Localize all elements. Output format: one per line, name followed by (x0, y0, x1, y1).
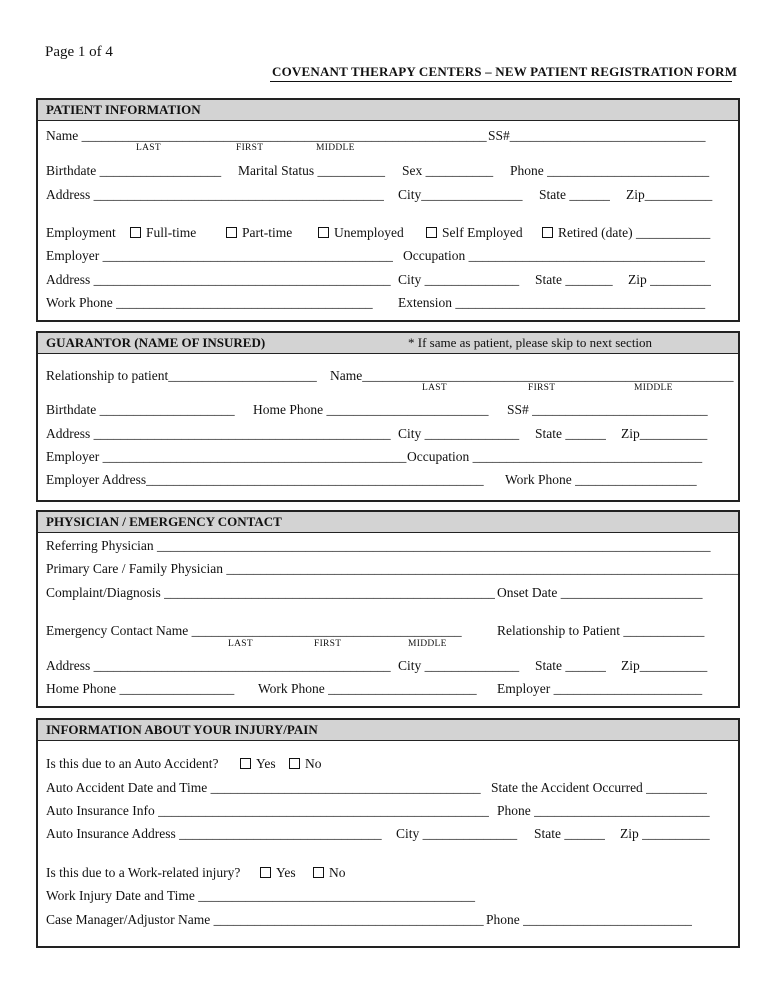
onset-date-field[interactable]: Onset Date _____________________ (497, 585, 703, 600)
name-sub-first: FIRST (314, 639, 342, 649)
patient-address-field[interactable]: Address ___________________________________________ (46, 187, 384, 202)
emergency-contact-name-field[interactable]: Emergency Contact Name ________________________________________ (46, 623, 462, 638)
auto-insurance-zip-field[interactable]: Zip __________ (620, 826, 710, 841)
employer-city-field[interactable]: City ______________ (398, 272, 520, 287)
patient-phone-field[interactable]: Phone ________________________ (510, 163, 710, 178)
employer-state-field[interactable]: State _______ (535, 272, 613, 287)
section-heading: PATIENT INFORMATION (38, 100, 738, 121)
section-heading: GUARANTOR (NAME OF INSURED) * If same as patient, please skip to next section (38, 333, 738, 354)
guarantor-ss-field[interactable]: SS# __________________________ (507, 402, 708, 417)
checkbox-icon[interactable] (226, 227, 237, 238)
complaint-diagnosis-field[interactable]: Complaint/Diagnosis _________________________________________________ (46, 585, 495, 600)
injury-information-section (36, 718, 740, 948)
emergency-address-field[interactable]: Address ____________________________________________ (46, 658, 391, 673)
section-heading: PHYSICIAN / EMERGENCY CONTACT (38, 512, 738, 533)
guarantor-zip-field[interactable]: Zip__________ (621, 426, 708, 441)
auto-insurance-state-field[interactable]: State ______ (534, 826, 605, 841)
auto-accident-no-option[interactable]: No (289, 756, 322, 772)
guarantor-city-field[interactable]: City ______________ (398, 426, 520, 441)
work-injury-no-option[interactable]: No (313, 865, 346, 881)
accident-state-field[interactable]: State the Accident Occurred _________ (491, 780, 707, 795)
guarantor-name-field[interactable]: Name_______________________________________________________ (330, 368, 734, 383)
emergency-zip-field[interactable]: Zip__________ (621, 658, 708, 673)
section-heading: INFORMATION ABOUT YOUR INJURY/PAIN (38, 720, 738, 741)
guarantor-home-phone-field[interactable]: Home Phone ________________________ (253, 402, 489, 417)
name-sub-last: LAST (422, 383, 447, 393)
title-underline (270, 81, 732, 82)
guarantor-state-field[interactable]: State ______ (535, 426, 606, 441)
guarantor-relationship-field[interactable]: Relationship to patient______________________ (46, 368, 317, 383)
employment-parttime-option[interactable]: Part-time (226, 225, 292, 241)
patient-name-field[interactable]: Name ____________________________________________________________ (46, 128, 487, 143)
work-injury-yes-option[interactable]: Yes (260, 865, 296, 881)
physician-emergency-section (36, 510, 740, 708)
employment-retired-option[interactable]: Retired (date) ___________ (542, 225, 710, 241)
name-sub-middle: MIDDLE (316, 143, 355, 153)
emergency-employer-field[interactable]: Employer ______________________ (497, 681, 703, 696)
name-sub-middle: MIDDLE (634, 383, 673, 393)
name-sub-middle: MIDDLE (408, 639, 447, 649)
patient-employer-field[interactable]: Employer ___________________________________________ (46, 248, 393, 263)
checkbox-icon[interactable] (313, 867, 324, 878)
page-number: Page 1 of 4 (45, 44, 113, 60)
checkbox-icon[interactable] (426, 227, 437, 238)
employment-unemployed-option[interactable]: Unemployed (318, 225, 404, 241)
checkbox-icon[interactable] (318, 227, 329, 238)
guarantor-work-phone-field[interactable]: Work Phone __________________ (505, 472, 697, 487)
checkbox-icon[interactable] (240, 758, 251, 769)
patient-sex-field[interactable]: Sex __________ (402, 163, 494, 178)
patient-information-section (36, 98, 740, 322)
auto-insurance-info-field[interactable]: Auto Insurance Info _________________________________________________ (46, 803, 489, 818)
patient-marital-field[interactable]: Marital Status __________ (238, 163, 385, 178)
work-injury-date-field[interactable]: Work Injury Date and Time _________________________________________ (46, 888, 476, 903)
auto-accident-question: Is this due to an Auto Accident? (46, 756, 219, 771)
patient-city-field[interactable]: City_______________ (398, 187, 523, 202)
referring-physician-field[interactable]: Referring Physician __________________________________________________________________________________ (46, 538, 711, 553)
case-manager-name-field[interactable]: Case Manager/Adjustor Name ________________________________________ (46, 912, 484, 927)
emergency-state-field[interactable]: State ______ (535, 658, 606, 673)
name-sub-last: LAST (228, 639, 253, 649)
employment-selfemployed-option[interactable]: Self Employed (426, 225, 523, 241)
employment-fulltime-option[interactable]: Full-time (130, 225, 196, 241)
emergency-city-field[interactable]: City ______________ (398, 658, 520, 673)
patient-ss-field[interactable]: SS#_____________________________ (488, 128, 706, 143)
emergency-work-phone-field[interactable]: Work Phone ______________________ (258, 681, 477, 696)
checkbox-icon[interactable] (289, 758, 300, 769)
emergency-relationship-field[interactable]: Relationship to Patient ____________ (497, 623, 705, 638)
guarantor-address-field[interactable]: Address ____________________________________________ (46, 426, 391, 441)
name-sub-first: FIRST (528, 383, 556, 393)
form-title: COVENANT THERAPY CENTERS – NEW PATIENT REGISTRATION FORM (272, 64, 738, 79)
patient-extension-field[interactable]: Extension _____________________________________ (398, 295, 706, 310)
guarantor-note: * If same as patient, please skip to next section (408, 335, 653, 350)
auto-accident-date-field[interactable]: Auto Accident Date and Time ________________________________________ (46, 780, 481, 795)
employer-zip-field[interactable]: Zip _________ (628, 272, 711, 287)
case-manager-phone-field[interactable]: Phone _________________________ (486, 912, 692, 927)
auto-insurance-city-field[interactable]: City ______________ (396, 826, 518, 841)
guarantor-employer-field[interactable]: Employer _____________________________________________ (46, 449, 407, 464)
name-sub-last: LAST (136, 143, 161, 153)
employment-label: Employment (46, 225, 116, 240)
patient-occupation-field[interactable]: Occupation ___________________________________ (403, 248, 705, 263)
emergency-home-phone-field[interactable]: Home Phone _________________ (46, 681, 235, 696)
primary-care-physician-field[interactable]: Primary Care / Family Physician ____________________________________________________________________________ (46, 561, 740, 576)
guarantor-section (36, 331, 740, 502)
guarantor-birthdate-field[interactable]: Birthdate ____________________ (46, 402, 235, 417)
checkbox-icon[interactable] (542, 227, 553, 238)
checkbox-icon[interactable] (130, 227, 141, 238)
patient-birthdate-field[interactable]: Birthdate __________________ (46, 163, 222, 178)
name-sub-first: FIRST (236, 143, 264, 153)
auto-insurance-address-field[interactable]: Auto Insurance Address ______________________________ (46, 826, 382, 841)
patient-zip-field[interactable]: Zip__________ (626, 187, 713, 202)
auto-accident-yes-option[interactable]: Yes (240, 756, 276, 772)
employer-address-field[interactable]: Address ____________________________________________ (46, 272, 391, 287)
patient-work-phone-field[interactable]: Work Phone ______________________________________ (46, 295, 373, 310)
checkbox-icon[interactable] (260, 867, 271, 878)
patient-state-field[interactable]: State ______ (539, 187, 610, 202)
guarantor-employer-address-field[interactable]: Employer Address__________________________________________________ (46, 472, 484, 487)
guarantor-occupation-field[interactable]: Occupation __________________________________ (407, 449, 703, 464)
work-injury-question: Is this due to a Work-related injury? (46, 865, 241, 880)
auto-insurance-phone-field[interactable]: Phone __________________________ (497, 803, 710, 818)
